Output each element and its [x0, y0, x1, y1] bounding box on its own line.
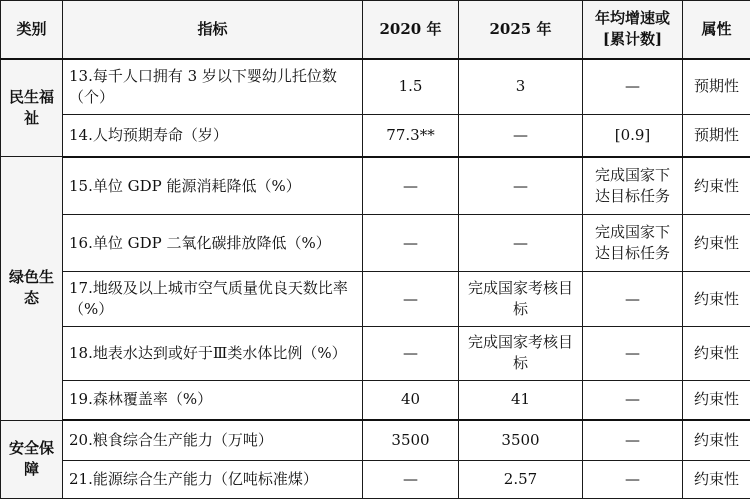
value-2020-cell: 77.3** — [363, 115, 459, 157]
indicator-cell: 16.单位 GDP 二氧化碳排放降低（%） — [63, 215, 363, 272]
table-row — [1, 272, 750, 326]
growth-cell: — — [583, 59, 683, 115]
table-row — [1, 380, 750, 420]
header-growth: 年均增速或[累计数] — [583, 1, 683, 59]
indicator-cell: 13.每千人口拥有 3 岁以下婴幼儿托位数（个） — [63, 59, 363, 115]
value-2025-cell: — — [459, 157, 583, 215]
growth-cell: — — [583, 420, 683, 460]
growth-cell: 完成国家下达目标任务 — [583, 157, 683, 215]
attribute-cell: 约束性 — [683, 380, 750, 420]
value-2020-cell: 40 — [363, 380, 459, 420]
category-cell: 绿色生态 — [1, 157, 63, 421]
indicator-cell: 17.地级及以上城市空气质量优良天数比率（%） — [63, 272, 363, 326]
header-attribute: 属性 — [683, 1, 750, 59]
table-row — [1, 59, 750, 115]
growth-cell: — — [583, 380, 683, 420]
growth-cell: — — [583, 460, 683, 498]
category-cell: 民生福祉 — [1, 59, 63, 157]
attribute-cell: 约束性 — [683, 272, 750, 326]
value-2025-cell: 3 — [459, 59, 583, 115]
attribute-cell: 约束性 — [683, 215, 750, 272]
table-row — [1, 420, 750, 460]
header-2020: 2020 年 — [363, 1, 459, 59]
attribute-cell: 约束性 — [683, 157, 750, 215]
attribute-cell: 预期性 — [683, 59, 750, 115]
indicator-cell: 19.森林覆盖率（%） — [63, 380, 363, 420]
indicator-cell: 21.能源综合生产能力（亿吨标准煤） — [63, 460, 363, 498]
attribute-cell: 约束性 — [683, 326, 750, 380]
table-row — [1, 326, 750, 380]
growth-cell: [0.9] — [583, 115, 683, 157]
value-2025-cell: 完成国家考核目标 — [459, 272, 583, 326]
indicator-cell: 18.地表水达到或好于Ⅲ类水体比例（%） — [63, 326, 363, 380]
indicator-cell: 14.人均预期寿命（岁） — [63, 115, 363, 157]
value-2020-cell: 3500 — [363, 420, 459, 460]
value-2020-cell: — — [363, 272, 459, 326]
header-2025: 2025 年 — [459, 1, 583, 59]
growth-cell: 完成国家下达目标任务 — [583, 215, 683, 272]
attribute-cell: 约束性 — [683, 460, 750, 498]
value-2025-cell: 2.57 — [459, 460, 583, 498]
value-2025-cell: 41 — [459, 380, 583, 420]
table-row — [1, 215, 750, 272]
header-indicator: 指标 — [63, 1, 363, 59]
indicator-cell: 20.粮食综合生产能力（万吨） — [63, 420, 363, 460]
attribute-cell: 预期性 — [683, 115, 750, 157]
header-category: 类别 — [1, 1, 63, 59]
attribute-cell: 约束性 — [683, 420, 750, 460]
value-2020-cell: — — [363, 460, 459, 498]
table-row — [1, 115, 750, 157]
indicator-cell: 15.单位 GDP 能源消耗降低（%） — [63, 157, 363, 215]
value-2025-cell: 完成国家考核目标 — [459, 326, 583, 380]
table-row — [1, 460, 750, 498]
value-2020-cell: — — [363, 326, 459, 380]
value-2025-cell: — — [459, 215, 583, 272]
header-row — [1, 1, 750, 59]
growth-cell: — — [583, 272, 683, 326]
table-row — [1, 157, 750, 215]
value-2025-cell: 3500 — [459, 420, 583, 460]
value-2020-cell: 1.5 — [363, 59, 459, 115]
value-2020-cell: — — [363, 157, 459, 215]
value-2020-cell: — — [363, 215, 459, 272]
value-2025-cell: — — [459, 115, 583, 157]
category-cell: 安全保障 — [1, 420, 63, 498]
growth-cell: — — [583, 326, 683, 380]
